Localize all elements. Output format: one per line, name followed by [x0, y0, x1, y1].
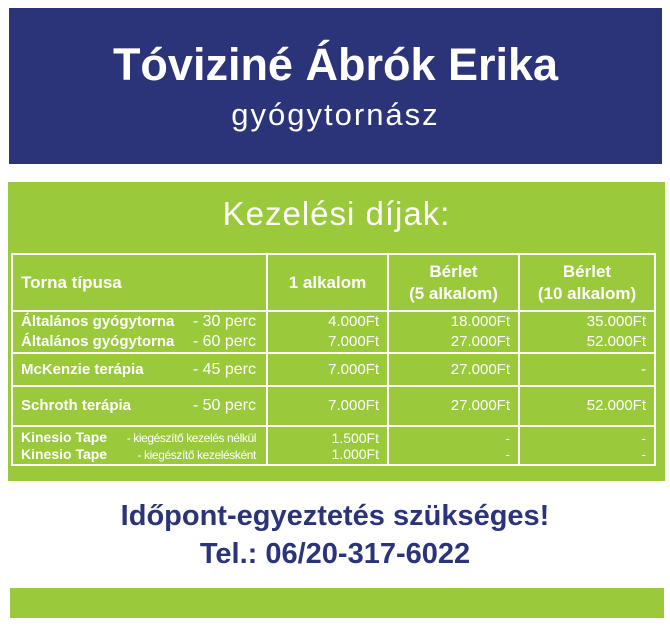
price-value: - — [505, 445, 510, 462]
price-value: 35.000Ft — [586, 313, 646, 330]
treatment-name: Általános gyógytorna — [21, 313, 175, 330]
treatment-line — [21, 332, 256, 352]
price-single-altalanos — [268, 312, 389, 354]
treatment-name: Kinesio Tape — [21, 428, 108, 445]
column-header-berlet-5-line2: (5 alkalom) — [409, 283, 498, 303]
appointment-note — [0, 497, 670, 573]
price-pass10-schroth — [520, 387, 654, 427]
column-header-berlet-5-line1: Bérlet — [429, 262, 478, 282]
price-value: 27.000Ft — [450, 360, 510, 378]
treatment-line — [21, 429, 256, 446]
table-row-kinesio-names — [13, 427, 268, 464]
appointment-note-text: Időpont-egyeztetés szükséges! — [120, 500, 550, 532]
price-value: 52.000Ft — [586, 397, 646, 414]
treatment-line — [21, 446, 256, 463]
price-value: 27.000Ft — [450, 397, 510, 414]
price-value: 4.000Ft — [328, 313, 379, 330]
price-pass5-schroth — [389, 387, 520, 427]
treatment-line — [21, 360, 256, 380]
price-single-kinesio — [268, 427, 389, 464]
treatment-description: - kiegészítő kezelés nélkül — [126, 430, 256, 445]
price-pass10-altalanos — [520, 312, 654, 354]
table-row-altalanos-names — [13, 312, 268, 354]
price-value: 7.000Ft — [328, 397, 379, 414]
column-header-1-alkalom: 1 alkalom — [268, 255, 389, 312]
price-value: 1.000Ft — [331, 445, 379, 462]
price-single-schroth — [268, 387, 389, 427]
treatment-duration: - 60 perc — [192, 333, 256, 350]
treatment-name: Kinesio Tape — [21, 445, 108, 462]
pricing-panel — [8, 182, 665, 481]
price-value: 7.000Ft — [328, 333, 379, 350]
pricing-table — [11, 253, 656, 466]
price-value: 18.000Ft — [450, 313, 510, 330]
person-name: Tóviziné Ábrók Erika — [112, 39, 559, 90]
price-value: - — [641, 445, 646, 462]
table-row-mckenzie-name — [13, 354, 268, 387]
price-value: - — [505, 429, 510, 446]
price-value: 27.000Ft — [450, 333, 510, 350]
price-single-mckenzie — [268, 354, 389, 387]
price-value: - — [641, 360, 646, 378]
price-pass10-mckenzie — [520, 354, 654, 387]
column-header-berlet-5 — [389, 255, 520, 312]
column-header-berlet-10-line1: Bérlet — [562, 262, 612, 282]
treatment-duration: - 45 perc — [192, 360, 256, 378]
table-row-schroth-name — [13, 387, 268, 427]
treatment-line — [21, 396, 256, 416]
price-pass5-altalanos — [389, 312, 520, 354]
price-value: 1.500Ft — [331, 429, 379, 446]
bottom-green-bar — [10, 588, 664, 618]
price-pass10-kinesio — [520, 427, 654, 464]
price-value: 52.000Ft — [586, 333, 646, 350]
header-banner — [9, 8, 662, 164]
price-pass5-mckenzie — [389, 354, 520, 387]
column-header-berlet-10-line2: (10 alkalom) — [537, 283, 637, 303]
price-value: - — [641, 429, 646, 446]
treatment-name: Általános gyógytorna — [21, 333, 175, 350]
treatment-name: McKenzie terápia — [21, 360, 144, 378]
treatment-line — [21, 312, 256, 332]
price-value: 7.000Ft — [328, 360, 379, 378]
treatment-duration: - 30 perc — [192, 313, 256, 330]
pricing-title: Kezelési díjak: — [222, 195, 451, 232]
column-header-berlet-10 — [520, 255, 654, 312]
profession-subtitle: gyógytornász — [231, 97, 440, 132]
treatment-name: Schroth terápia — [21, 397, 132, 414]
phone-number: Tel.: 06/20-317-6022 — [199, 538, 471, 570]
treatment-description: - kiegészítő kezelésként — [137, 447, 256, 462]
treatment-duration: - 50 perc — [192, 397, 256, 414]
column-header-torna-tipusa: Torna típusa — [13, 255, 268, 312]
price-pass5-kinesio — [389, 427, 520, 464]
